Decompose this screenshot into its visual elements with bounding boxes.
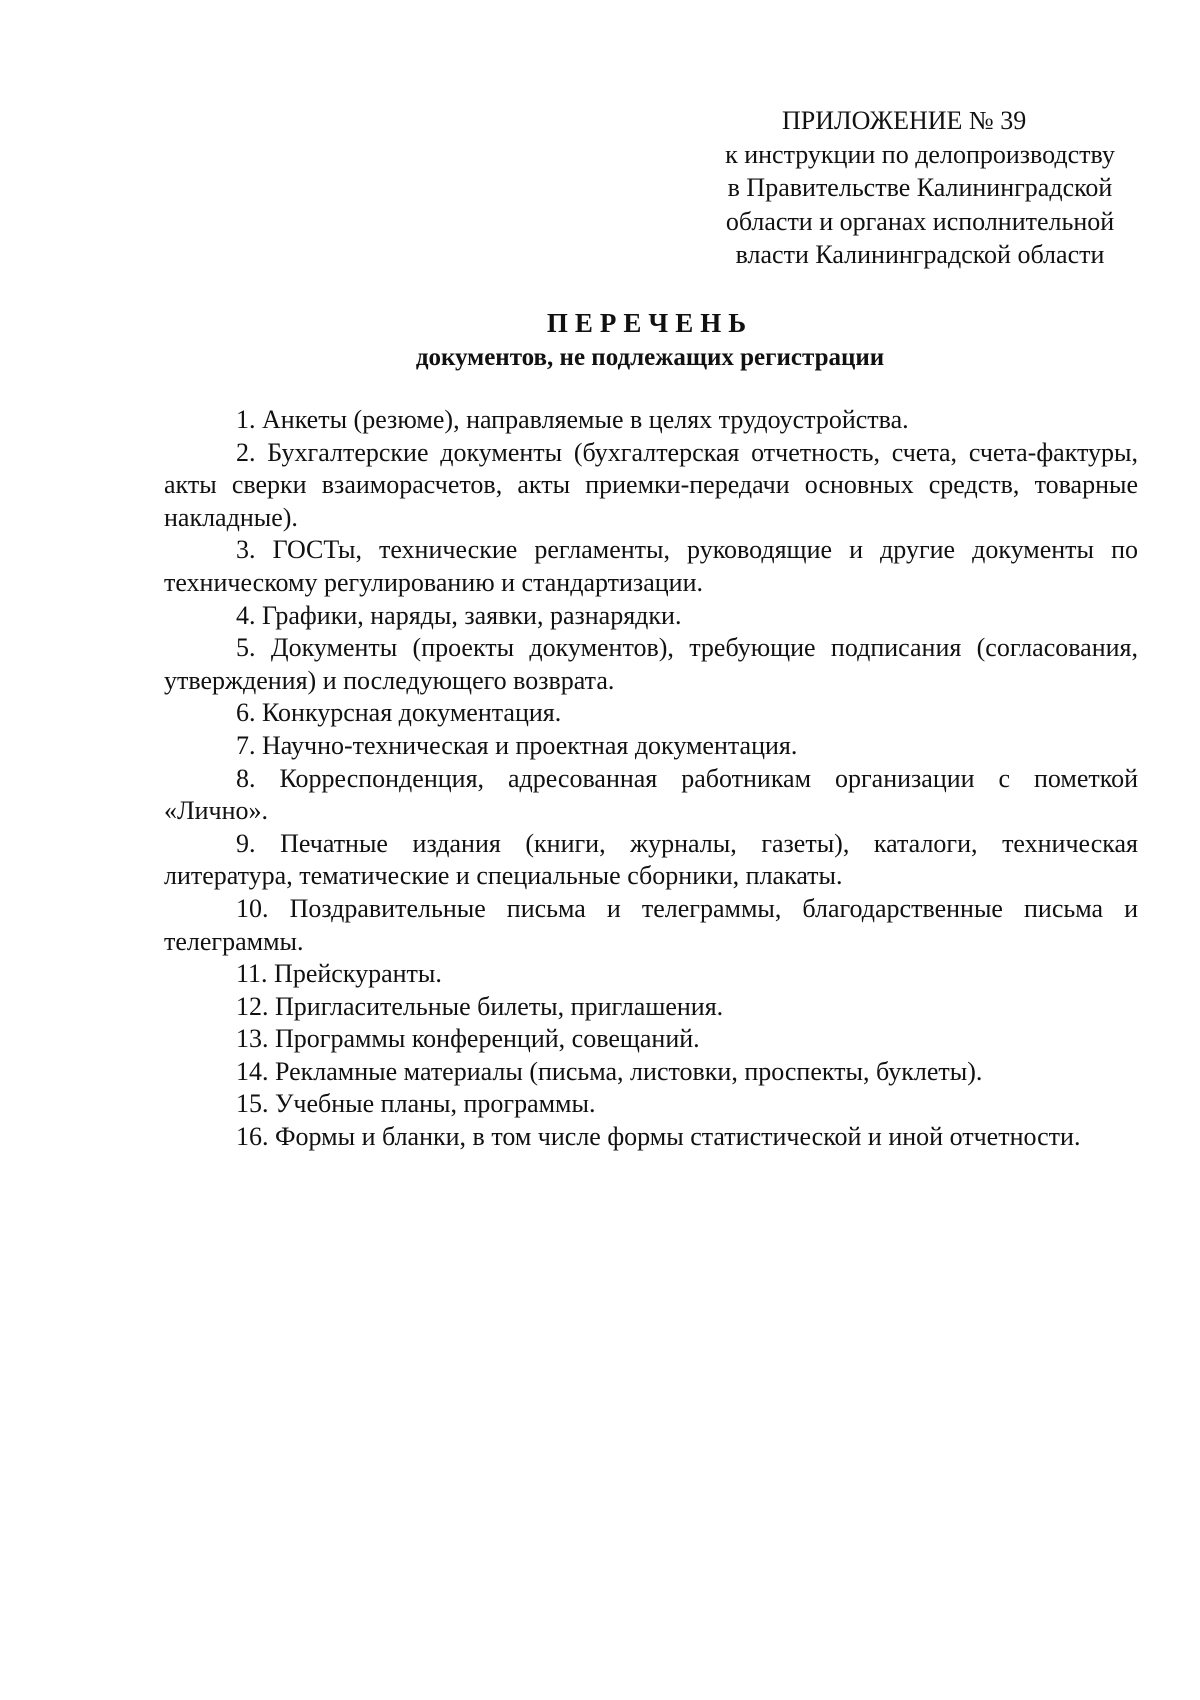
appendix-title: ПРИЛОЖЕНИЕ № 39 (782, 106, 1027, 135)
list-item (164, 600, 1138, 633)
list-item (164, 1056, 1138, 1089)
list-item (164, 893, 1138, 958)
item-number: 5. (236, 633, 256, 663)
item-number: 13. (236, 1024, 269, 1054)
item-number: 11. (236, 959, 268, 989)
list-item (164, 404, 1138, 437)
list-item (164, 632, 1138, 697)
list-item (164, 1088, 1138, 1121)
item-number: 14. (236, 1056, 269, 1086)
list-item (164, 958, 1138, 991)
list-item (164, 697, 1138, 730)
item-text: Пригласительные билеты, приглашения. (275, 991, 724, 1021)
document-title: ПЕРЕЧЕНЬ (546, 308, 754, 338)
item-text: Документы (проекты документов), требующие подписания (согласования, утверждения) и последующего возврата. (164, 633, 1139, 695)
item-number: 7. (236, 730, 256, 760)
appendix-line: области и органах исполнительной (725, 206, 1115, 236)
item-text: Программы конференций, совещаний. (275, 1024, 700, 1054)
item-number: 15. (236, 1089, 269, 1119)
item-number: 8. (236, 763, 256, 793)
list-item (164, 534, 1138, 599)
item-number: 2. (236, 437, 256, 467)
item-number: 9. (236, 828, 256, 858)
item-number: 1. (236, 405, 256, 434)
item-number: 10. (236, 893, 269, 923)
item-text: Поздравительные письма и телеграммы, благодарственные письма и телеграммы. (164, 893, 1139, 956)
item-text: Формы и бланки, в том числе формы статистической и иной отчетности. (275, 1122, 1081, 1152)
item-number: 6. (236, 698, 256, 728)
list-item (164, 1121, 1138, 1154)
item-number: 4. (236, 600, 256, 630)
item-number: 16. (236, 1122, 269, 1152)
item-text: Графики, наряды, заявки, разнарядки. (262, 600, 682, 630)
list-item (164, 437, 1138, 535)
appendix-line: власти Калининградской области (735, 240, 1105, 269)
item-text: Анкеты (резюме), направляемые в целях трудоустройства. (262, 405, 909, 434)
document-list (164, 404, 1138, 1154)
document-subtitle: документов, не подлежащих регистрации (415, 344, 885, 371)
item-number: 3. (236, 535, 256, 565)
item-text: Конкурсная документация. (262, 698, 562, 728)
list-item (164, 1023, 1138, 1056)
appendix-line: в Правительстве Калининградской (727, 173, 1113, 202)
item-text: Научно-техническая и проектная документация. (262, 730, 798, 760)
item-text: Прейскуранты. (274, 959, 442, 989)
item-text: Печатные издания (книги, журналы, газеты), каталоги, техническая литература, тематические и специальные сборники, плакаты. (164, 828, 1138, 891)
appendix-line: к инструкции по делопроизводству (725, 139, 1115, 169)
item-text: ГОСТы, технические регламенты, руководящие и другие документы по техническому регулированию и стандартизации. (164, 535, 1138, 597)
item-text: Учебные планы, программы. (275, 1089, 596, 1119)
item-number: 12. (236, 991, 269, 1021)
list-item (164, 828, 1138, 893)
appendix-block (700, 104, 1140, 272)
list-item (164, 730, 1138, 763)
list-item (164, 991, 1138, 1024)
item-text: Рекламные материалы (письма, листовки, проспекты, буклеты). (275, 1056, 983, 1086)
item-text: Бухгалтерские документы (бухгалтерская отчетность, счета, счета-фактуры, акты сверки взаиморасчетов, акты приемки-передачи основных средств, товарные накладные). (164, 437, 1138, 532)
list-item (164, 763, 1138, 828)
item-text: Корреспонденция, адресованная работникам организации с пометкой «Лично». (164, 763, 1139, 826)
